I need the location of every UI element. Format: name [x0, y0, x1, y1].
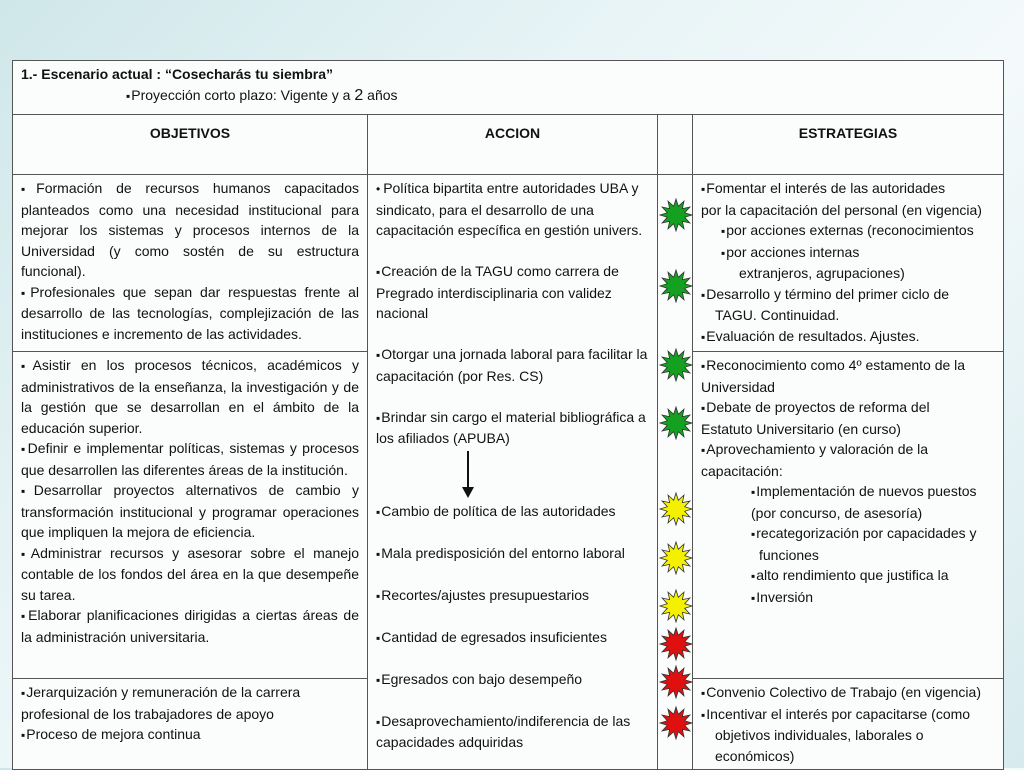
accion-item: • Política bipartita entre autoridades UBA y sindicato, para el desarrollo de una capacitación específica en gestión univers. — [376, 178, 649, 241]
estrategia-line: por la capacitación del personal (en vigencia) — [701, 201, 982, 218]
estrategia-line: ▪ Aprovechamiento y valoración de la — [701, 439, 995, 461]
estrategia-line: ▪ Incentivar el interés por capacitarse (como — [701, 704, 995, 726]
estrategia-line: ▪ Debate de proyectos de reforma del — [701, 397, 995, 419]
estrategia-line: ▪ Desarrollo y término del primer ciclo de — [701, 284, 995, 306]
estrategia-line: ▪ Implementación de nuevos puestos — [701, 481, 995, 503]
accion-item: ▪ Cambio de política de las autoridades — [376, 501, 649, 523]
objetivo-item: ▪ Asistir en los procesos técnicos, académicos y administrativos de la enseñanza, la investigación y de la gestión que se desarrollan en el ámbito de la educación superior. — [21, 355, 359, 438]
subtitle-prefix: Proyección corto plazo: Vigente y a — [131, 86, 355, 103]
slide — [12, 60, 1003, 764]
estrategia-line: ▪ Reconocimiento como 4º estamento de la — [701, 355, 995, 377]
scenario-title: 1.- Escenario actual : “Cosecharás tu siembra” — [21, 66, 334, 82]
estrategia-line: Universidad — [701, 378, 775, 395]
accion-cell — [368, 175, 658, 770]
objetivo-item: ▪ Jerarquización y remuneración de la carrera profesional de los trabajadores de apoyo — [21, 682, 359, 724]
objetivo-item: ▪ Desarrollar proyectos alternativos de cambio y transformación institucional y programar operaciones que impliquen la mejora de eficiencia. — [21, 480, 359, 543]
estrategia-line: objetivos individuales, laborales o — [715, 727, 924, 743]
yellow-status-light-icon — [660, 493, 692, 525]
status-lights-column — [658, 175, 693, 770]
estrategia-line: ▪ Evaluación de resultados. Ajustes. — [701, 326, 995, 348]
estrategia-line: capacitación: — [701, 462, 783, 479]
objetivo-item: ▪ Proceso de mejora continua — [21, 724, 359, 746]
scenario-subtitle — [21, 85, 995, 107]
accion-item: ▪ Cantidad de egresados insuficientes — [376, 627, 649, 649]
accion-item: ▪ Otorgar una jornada laboral para facilitar la capacitación (por Res. CS) — [376, 344, 649, 386]
accion-item: ▪ Desaprovechamiento/indiferencia de las capacidades adquiridas — [376, 711, 649, 753]
green-status-light-icon — [660, 349, 692, 381]
red-status-light-icon — [660, 707, 692, 739]
estrategia-line: funciones — [759, 546, 819, 563]
yellow-status-light-icon — [660, 590, 692, 622]
red-status-light-icon — [660, 666, 692, 698]
estrategia-line: económicos) — [715, 747, 795, 764]
objetivos-block-1 — [13, 175, 368, 352]
estrategia-line: ▪ por acciones internas — [701, 242, 995, 264]
estrategia-line: extranjeros, agrupaciones) — [739, 265, 905, 281]
estrategias-block-2 — [693, 352, 1004, 679]
title-cell — [13, 61, 1004, 115]
header-accion: ACCION — [368, 115, 658, 175]
estrategia-line: ▪ recategorización por capacidades y — [701, 523, 995, 545]
estrategias-block-1 — [693, 175, 1004, 352]
header-estrategias: ESTRATEGIAS — [693, 115, 1004, 175]
objetivos-block-3 — [13, 679, 368, 770]
header-objetivos: OBJETIVOS — [13, 115, 368, 175]
estrategia-line: ▪ por acciones externas (reconocimientos — [701, 220, 995, 242]
objetivos-block-2 — [13, 352, 368, 679]
estrategia-line: (por concurso, de asesoría) — [751, 504, 923, 521]
objetivo-item: ▪ Administrar recursos y asesorar sobre el manejo contable de los fondos del área en la que desempeñe su tarea. — [21, 543, 359, 606]
green-status-light-icon — [660, 270, 692, 302]
estrategia-line: ▪ Inversión — [701, 587, 995, 609]
accion-item: ▪ Egresados con bajo desempeño — [376, 669, 649, 691]
subtitle-number: 2 — [354, 86, 364, 104]
green-status-light-icon — [660, 407, 692, 439]
estrategia-line: Estatuto Universitario (en curso) — [701, 420, 901, 437]
status-lights — [658, 175, 693, 767]
objetivo-item: ▪ Elaborar planificaciones dirigidas a ciertas áreas de la administración universitaria. — [21, 605, 359, 647]
estrategia-line: ▪ alto rendimiento que justifica la — [701, 565, 995, 587]
accion-item: ▪ Creación de la TAGU como carrera de Pregrado interdisciplinaria con validez nacional — [376, 261, 649, 324]
accion-item: ▪ Recortes/ajustes presupuestarios — [376, 585, 649, 607]
header-lights — [658, 115, 693, 175]
estrategia-line: ▪ Fomentar el interés de las autoridades — [701, 178, 995, 200]
objetivo-item: ▪ Profesionales que sepan dar respuestas frente al desarrollo de las tecnologías, complejización de las instituciones e incremento de las actividades. — [21, 282, 359, 345]
objetivo-item: ▪ Definir e implementar políticas, sistemas y procesos que desarrollen las diferentes áreas de la institución. — [21, 438, 359, 480]
red-status-light-icon — [660, 628, 692, 660]
subtitle-suffix: años — [363, 86, 398, 103]
scenario-table — [12, 60, 1004, 770]
down-arrow-icon — [376, 449, 649, 501]
accion-item: ▪ Mala predisposición del entorno laboral — [376, 543, 649, 565]
objetivo-item: ▪ Formación de recursos humanos capacitados planteados como una necesidad institucional para mejorar los sistemas y procesos internos de la Universidad (y como sostén de su estructura funcional). — [21, 178, 359, 282]
green-status-light-icon — [660, 199, 692, 231]
estrategia-line: ▪ Convenio Colectivo de Trabajo (en vigencia) — [701, 682, 995, 704]
estrategia-line: TAGU. Continuidad. — [715, 307, 840, 323]
accion-item: ▪ Brindar sin cargo el material bibliográfica a los afiliados (APUBA) — [376, 407, 649, 449]
yellow-status-light-icon — [660, 542, 692, 574]
estrategias-block-3 — [693, 679, 1004, 770]
